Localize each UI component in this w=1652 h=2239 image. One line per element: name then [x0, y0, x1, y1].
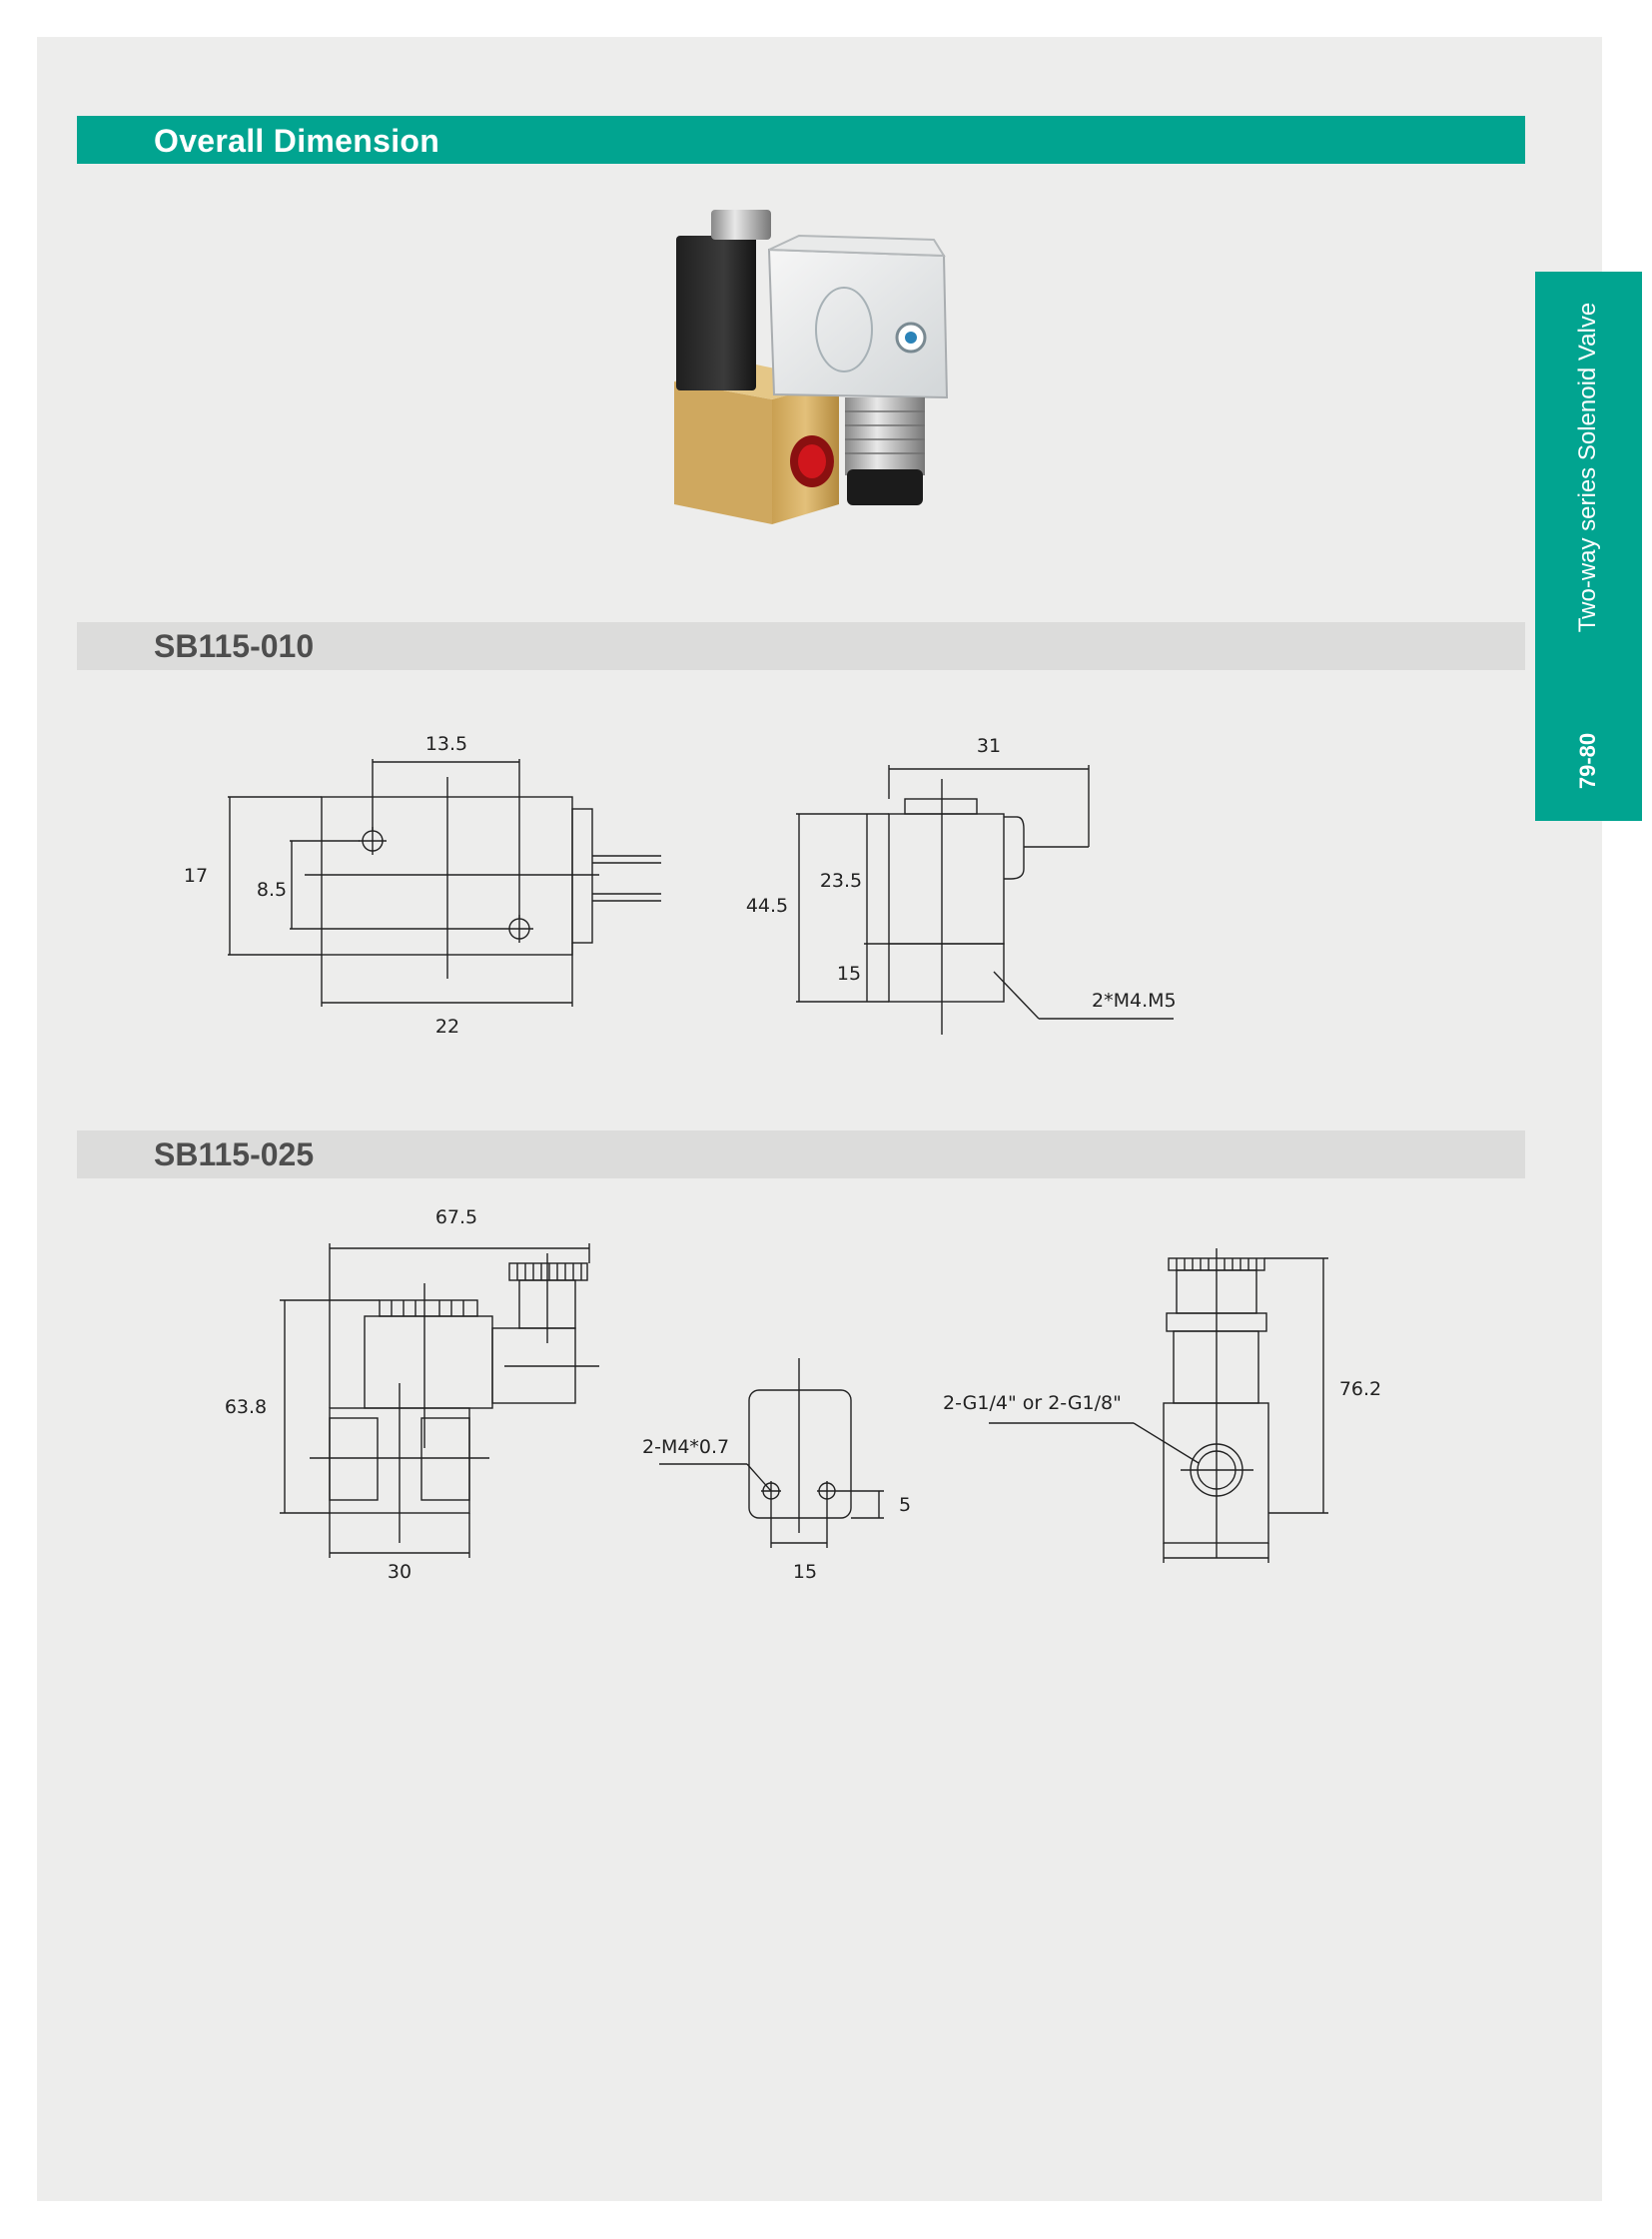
dimension-labels: [184, 733, 1381, 1583]
page-range: 79-80: [1575, 732, 1600, 790]
dim-height: 17: [183, 865, 209, 887]
sb115-010-front-view: [228, 759, 661, 1007]
dim-upper-height: 23.5: [819, 870, 863, 892]
port-callout: 2-G1/4" or 2-G1/8": [943, 1392, 1122, 1414]
dim-spacing: 15: [792, 1561, 818, 1583]
dim-overall-width: 67.5: [434, 1206, 478, 1228]
model-name-1: SB115-010: [154, 628, 315, 664]
dim-lower-height: 15: [836, 963, 862, 985]
dim-hole-spacing: 13.5: [424, 733, 468, 755]
dim-base-width: 30: [387, 1561, 413, 1583]
section-title: Overall Dimension: [154, 123, 440, 159]
dim-height-025: 63.8: [224, 1396, 268, 1418]
sb115-025-front-view: [280, 1243, 599, 1558]
series-name: Two-way series Solenoid Valve: [1574, 302, 1601, 633]
dim-height-side: 76.2: [1338, 1378, 1382, 1400]
dim-side-width: 31: [976, 735, 1002, 757]
dim-offset: 5: [899, 1494, 912, 1516]
thread-callout: 2*M4.M5: [1092, 990, 1177, 1012]
mount-thread-callout: 2-M4*0.7: [642, 1436, 730, 1458]
dim-width: 22: [434, 1016, 460, 1038]
valve-product-image: [674, 210, 947, 524]
dim-total-height: 44.5: [745, 895, 789, 917]
dim-hole-offset: 8.5: [256, 879, 288, 901]
model-name-2: SB115-025: [154, 1136, 315, 1172]
